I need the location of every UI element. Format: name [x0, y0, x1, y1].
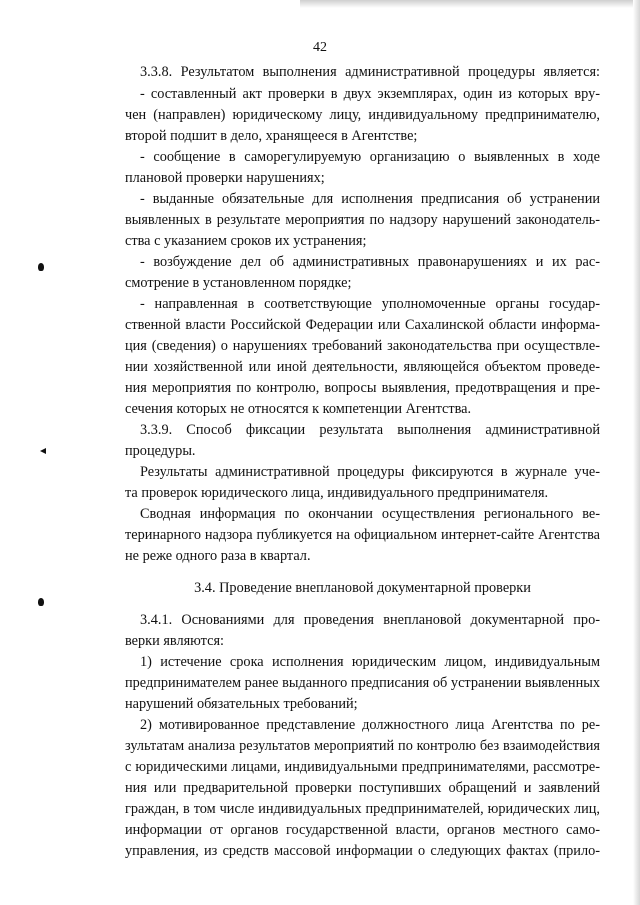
text-line: выявленных в результате мероприятия по надзору нарушений законодатель-	[125, 212, 600, 228]
text-line: верки являются:	[125, 633, 224, 649]
text-line: информации от органов государственной власти, органов местного само-	[125, 822, 600, 838]
text-line: Результаты административной процедуры фиксируются в журнале уче-	[140, 464, 600, 480]
text-line: 1) истечение срока исполнения юридическим лицом, индивидуальным	[140, 654, 600, 670]
text-line: плановой проверки нарушениях;	[125, 170, 325, 186]
text-line: зультатам анализа результатов мероприятий по контролю без взаимодействия	[125, 738, 600, 754]
text-line: 3.3.8. Результатом выполнения административной процедуры является:	[140, 64, 600, 80]
text-line: ственной власти Российской Федерации или Сахалинской области информа-	[125, 317, 600, 333]
text-line: с юридическими лицами, индивидуальными предпринимателями, рассмотре-	[125, 759, 600, 775]
binder-hole-mark-icon	[40, 448, 46, 454]
scan-edge-top	[300, 0, 640, 8]
text-line: нии хозяйственной или иной деятельности, являющейся объектом проведе-	[125, 359, 600, 375]
text-line: нарушений обязательных требований;	[125, 696, 358, 712]
text-line: - возбуждение дел об административных правонарушениях и их рас-	[140, 254, 600, 270]
text-line: процедуры.	[125, 443, 196, 459]
text-line: - составленный акт проверки в двух экземплярах, один из которых вру-	[140, 86, 600, 102]
text-line: управления, из средств массовой информации о следующих фактах (прило-	[125, 843, 600, 859]
text-line: чен (направлен) юридическому лицу, индивидуальному предпринимателю,	[125, 107, 600, 123]
text-line: не реже одного раза в квартал.	[125, 548, 311, 564]
text-line: 3.4.1. Основаниями для проведения внеплановой документарной про-	[140, 612, 600, 628]
section-heading: 3.4. Проведение внеплановой документарной проверки	[194, 580, 531, 596]
text-line: 2) мотивированное представление должностного лица Агентства по ре-	[140, 717, 600, 733]
text-line: 3.3.9. Способ фиксации результата выполнения административной	[140, 422, 600, 438]
text-line: сечения которых не относятся к компетенции Агентства.	[125, 401, 472, 417]
text-line: ства с указанием сроков их устранения;	[125, 233, 367, 249]
text-line: Сводная информация по окончании осуществления регионального ве-	[140, 506, 600, 522]
text-line: предпринимателем ранее выданного предписания об устранении выявленных	[125, 675, 600, 691]
text-line: та проверок юридического лица, индивидуального предпринимателя.	[125, 485, 549, 501]
text-line: второй подшит в дело, хранящееся в Агентстве;	[125, 128, 418, 144]
text-line: граждан, в том числе индивидуальных предпринимателей, юридических лиц,	[125, 801, 600, 817]
text-line: - выданные обязательные для исполнения предписания об устранении	[140, 191, 600, 207]
text-line: ния мероприятия по контролю, вопросы выявления, предотвращения и пре-	[125, 380, 600, 396]
text-line: ния или предварительной проверки поступивших обращений и заявлений	[125, 780, 600, 796]
page-number: 42	[313, 40, 327, 55]
scan-edge-right	[633, 0, 640, 905]
binder-hole-mark-icon	[38, 263, 44, 271]
text-line: смотрение в установленном порядке;	[125, 275, 352, 291]
text-line: ция (сведения) о нарушениях требований законодательства при осуществле-	[125, 338, 600, 354]
binder-hole-mark-icon	[38, 598, 44, 606]
text-line: - направленная в соответствующие уполномоченные органы государ-	[140, 296, 600, 312]
text-line: - сообщение в саморегулируемую организацию о выявленных в ходе	[140, 149, 600, 165]
text-line: теринарного надзора публикуется на официальном интернет-сайте Агентства	[125, 527, 600, 543]
